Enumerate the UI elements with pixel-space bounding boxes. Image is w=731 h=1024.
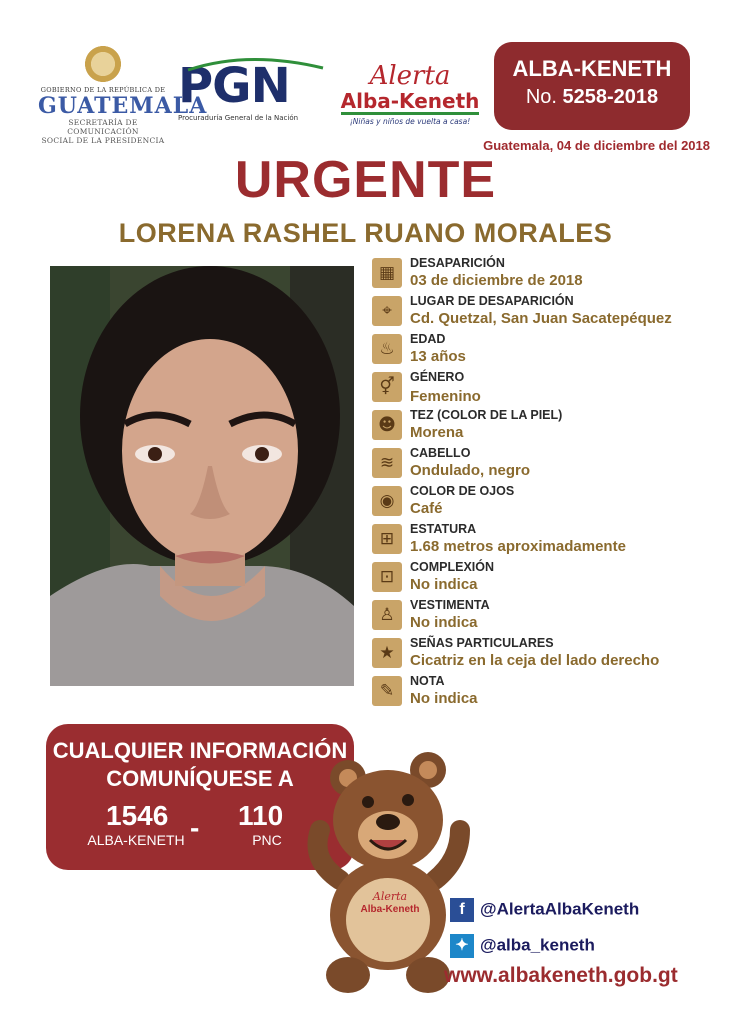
pgn-logo	[178, 60, 328, 140]
phone-number-alba-keneth[interactable]: 1546	[106, 800, 169, 831]
gt-logo-small-text: GOBIERNO DE LA REPÚBLICA DE	[40, 86, 166, 94]
info-label: DESAPARICIÓN	[410, 256, 505, 270]
phone-separator: -	[190, 812, 200, 843]
guatemala-government-logo	[38, 44, 208, 154]
info-value: Femenino	[410, 388, 481, 405]
info-value: Cicatriz en la ceja del lado derecho	[410, 652, 660, 669]
case-number-prefix: No.	[525, 86, 557, 108]
alerta-alba-keneth-logo	[340, 62, 480, 132]
person-photo-illustration	[50, 266, 354, 686]
info-value: Café	[410, 500, 443, 517]
scale-icon: ⊡	[372, 562, 402, 592]
info-value: Ondulado, negro	[410, 462, 530, 479]
info-value: No indica	[410, 614, 478, 631]
info-value: Cd. Quetzal, San Juan Sacatepéquez	[410, 310, 672, 327]
calendar-icon: ▦	[372, 258, 402, 288]
case-number-box	[494, 42, 690, 130]
twitter-link[interactable]	[450, 934, 595, 958]
note-icon: ✎	[372, 676, 402, 706]
shirt-icon: ♙	[372, 600, 402, 630]
pgn-wordmark: PGN	[178, 58, 290, 114]
bear-badge-top: Alerta	[372, 890, 408, 903]
person-photo	[50, 266, 354, 686]
info-value: 13 años	[410, 348, 466, 365]
eye-icon: ◉	[372, 486, 402, 516]
location-icon: ⌖	[372, 296, 402, 326]
twitter-icon: ✦	[450, 934, 474, 958]
bear-mascot	[300, 740, 470, 1000]
info-value: Morena	[410, 424, 464, 441]
person-name: LORENA RASHEL RUANO MORALES	[118, 218, 613, 248]
phone-label-alba-keneth: ALBA-KENETH	[87, 832, 185, 848]
info-label: CABELLO	[410, 446, 471, 460]
case-title: ALBA-KENETH	[512, 56, 672, 81]
pgn-subtitle: Procuraduría General de la Nación	[178, 114, 299, 122]
publication-date: Guatemala, 04 de diciembre del 2018	[483, 138, 710, 153]
case-number-value: 5258-2018	[562, 86, 659, 108]
ruler-icon: ⊞	[372, 524, 402, 554]
info-label: LUGAR DE DESAPARICIÓN	[410, 294, 574, 308]
facebook-link[interactable]	[450, 898, 639, 922]
phone-label-pnc: PNC	[252, 832, 282, 848]
info-label: TEZ (COLOR DE LA PIEL)	[410, 408, 563, 422]
case-number	[494, 86, 690, 109]
face-icon: ☻	[372, 410, 402, 440]
bear-badge-bottom: Alba-Keneth	[360, 904, 420, 915]
info-label: NOTA	[410, 674, 445, 688]
phone-number-pnc[interactable]: 110	[238, 800, 284, 831]
info-label: GÉNERO	[410, 370, 465, 384]
facebook-handle: @AlertaAlbaKeneth	[480, 899, 640, 919]
info-label: COMPLEXIÓN	[410, 560, 495, 574]
info-label: SEÑAS PARTICULARES	[410, 636, 554, 650]
alerta-logo-main: Alba-Keneth	[340, 89, 480, 113]
twitter-handle: @alba_keneth	[480, 935, 595, 955]
info-label: EDAD	[410, 332, 446, 346]
info-value: No indica	[410, 690, 478, 707]
contact-line-2: COMUNÍQUESE A	[106, 766, 294, 791]
star-icon: ★	[372, 638, 402, 668]
gender-icon: ⚥	[372, 372, 402, 402]
hair-icon: ≋	[372, 448, 402, 478]
pgn-swoosh-icon	[178, 54, 328, 74]
website-link[interactable]: www.albakeneth.gob.gt	[444, 964, 678, 987]
facebook-icon: f	[450, 898, 474, 922]
cake-icon: ♨	[372, 334, 402, 364]
gt-logo-title: GUATEMALA	[38, 93, 208, 119]
info-label: VESTIMENTA	[410, 598, 490, 612]
bear-mascot-illustration	[300, 740, 470, 1000]
info-value: No indica	[410, 576, 478, 593]
info-value: 1.68 metros aproximadamente	[410, 538, 626, 555]
info-label: ESTATURA	[410, 522, 477, 536]
gt-logo-sub-2: SOCIAL DE LA PRESIDENCIA	[41, 136, 165, 145]
coat-of-arms-icon	[81, 44, 125, 84]
info-value: 03 de diciembre de 2018	[410, 272, 583, 289]
alerta-logo-tagline: ¡Niñas y niños de vuelta a casa!	[349, 117, 471, 126]
info-label: COLOR DE OJOS	[410, 484, 515, 498]
contact-line-1: CUALQUIER INFORMACIÓN	[52, 738, 348, 763]
alert-title: URGENTE	[234, 151, 497, 209]
alerta-logo-top: Alerta	[369, 61, 451, 91]
gt-logo-sub-1: SECRETARÍA DE COMUNICACIÓN	[67, 118, 139, 136]
